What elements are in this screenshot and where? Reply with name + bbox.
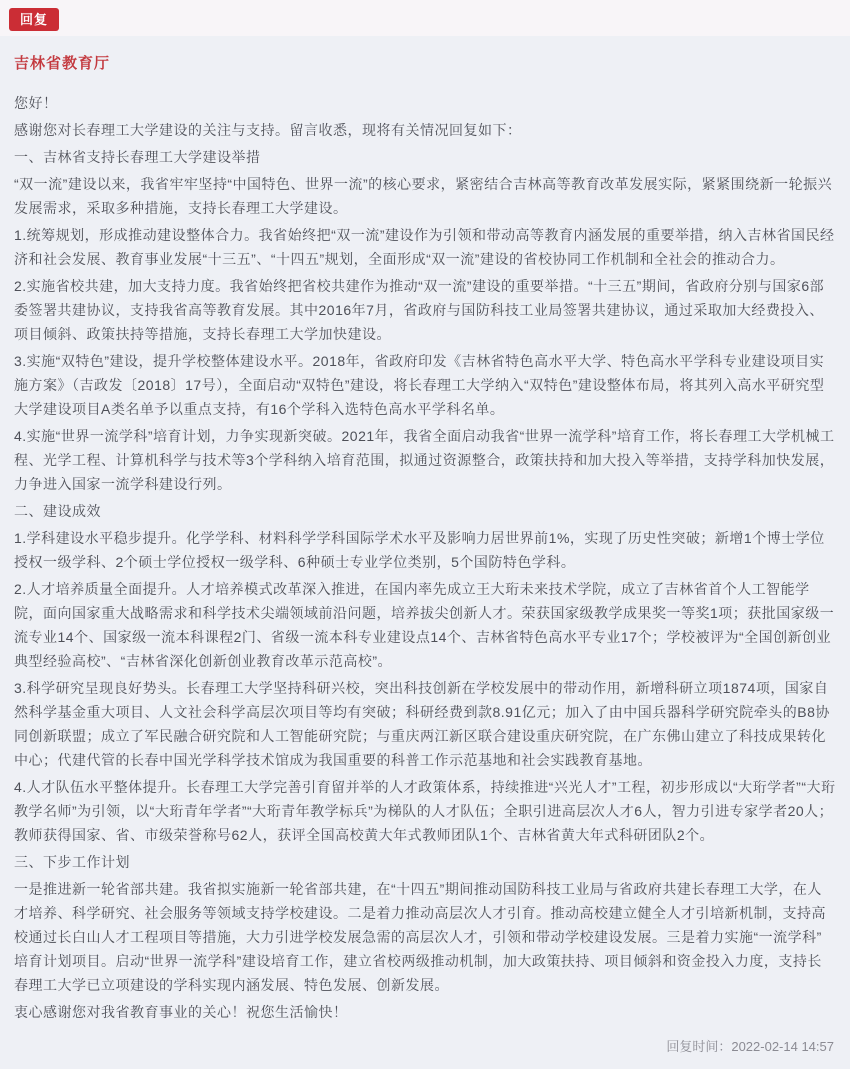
reply-footer	[14, 1036, 836, 1055]
reply-paragraph: 2.实施省校共建，加大支持力度。我省始终把省校共建作为推动“双一流”建设的重要举措。“十三五”期间，省政府分别与国家6部委签署共建协议，支持我省高等教育发展。其中2016年7月，省政府与国防科技工业局签署共建协议，通过采取加大经费投入、项目倾斜、政策扶持等措施，支持长春理工大学加快建设。	[14, 278, 825, 342]
reply-badge: 回复	[9, 8, 59, 31]
reply-paragraph: 2.人才培养质量全面提升。人才培养模式改革深入推进，在国内率先成立王大珩未来技术学院，成立了吉林省首个人工智能学院，面向国家重大战略需求和科学技术尖端领域前沿问题，培养拔尖创新人才。荣获国家级教学成果奖一等奖1项；获批国家级一流专业14个、国家级一流本科课程2门、省级一流本科专业建设点14个、吉林省特色高水平专业17个；学校被评为“全国创新创业典型经验高校”、“吉林省深化创新创业教育改革示范高校”。	[14, 581, 835, 669]
reply-paragraph: 3.科学研究呈现良好势头。长春理工大学坚持科研兴校，突出科技创新在学校发展中的带动作用，新增科研立项1874项，国家自然科学基金重大项目、人文社会科学高层次项目等均有突破；科研经费到款8.91亿元；加入了由中国兵器科学研究院牵头的B8协同创新联盟；成立了军民融合研究院和人工智能研究院；与重庆两江新区联合建设重庆研究院，在广东佛山建立了科技成果转化中心；代建代管的长春中国光学科学技术馆成为我国重要的科普工作示范基地和社会实践教育基地。	[14, 680, 830, 768]
reply-paragraph: “双一流”建设以来，我省牢牢坚持“中国特色、世界一流”的核心要求，紧密结合吉林高等教育改革发展实际，紧紧围绕新一轮振兴发展需求，采取多种措施，支持长春理工大学建设。	[14, 176, 833, 216]
reply-paragraph: 4.实施“世界一流学科”培育计划，力争实现新突破。2021年，我省全面启动我省“世界一流学科”培育工作，将长春理工大学机械工程、光学工程、计算机科学与技术等3个学科纳入培育范围，拟通过资源整合，政策扶持和加大投入等举措，支持学科加快发展，力争进入国家一流学科建设行列。	[14, 428, 835, 492]
reply-time-label: 回复时间：	[666, 1039, 732, 1054]
reply-panel	[0, 36, 850, 1069]
reply-paragraph: 一、吉林省支持长春理工大学建设举措	[14, 149, 261, 165]
reply-paragraph: 衷心感谢您对我省教育事业的关心！祝您生活愉快！	[14, 1004, 348, 1020]
reply-paragraph: 三、下步工作计划	[14, 854, 130, 870]
reply-paragraph: 一是推进新一轮省部共建。我省拟实施新一轮省部共建，在“十四五”期间推动国防科技工业局与省政府共建长春理工大学，在人才培养、科学研究、社会服务等领域支持学校建设。二是着力推动高层次人才引育。推动高校建立健全人才引培新机制，支持高校通过长白山人才工程项目等措施，大力引进学校发展急需的高层次人才，引领和带动学校建设发展。三是着力实施“一流学科”培育计划项目。启动“世界一流学科”建设培育工作，建立省校两级推动机制，加大政策扶持、项目倾斜和资金投入力度，支持长春理工大学已立项建设的学科实现内涵发展、特色发展、创新发展。	[14, 881, 826, 993]
reply-paragraph: 您好！	[14, 95, 58, 111]
department-title: 吉林省教育厅	[14, 55, 111, 72]
reply-paragraph: 3.实施“双特色”建设，提升学校整体建设水平。2018年，省政府印发《吉林省特色高水平大学、特色高水平学科专业建设项目实施方案》（吉政发〔2018〕17号），全面启动“双特色”建设，将长春理工大学纳入“双特色”建设整体布局，将其列入高水平研究型大学建设项目A类名单予以重点支持，有16个学科入选特色高水平学科名单。	[14, 353, 825, 417]
reply-paragraph: 1.统筹规划，形成推动建设整体合力。我省始终把“双一流”建设作为引领和带动高等教育内涵发展的重要举措，纳入吉林省国民经济和社会发展、教育事业发展“十三五”、“十四五”规划，全面形成“双一流”建设的省校协同工作机制和全社会的推动合力。	[14, 227, 835, 267]
reply-paragraph: 4.人才队伍水平整体提升。长春理工大学完善引育留并举的人才政策体系，持续推进“兴光人才”工程，初步形成以“大珩学者”“大珩教学名师”为引领，以“大珩青年学者”“大珩青年教学标兵”为梯队的人才队伍；全职引进高层次人才6人，智力引进专家学者20人；教师获得国家、省、市级荣誉称号62人，获评全国高校黄大年式教师团队1个、吉林省黄大年式科研团队2个。	[14, 779, 836, 843]
reply-time-value: 2022-02-14 14:57	[731, 1039, 834, 1054]
reply-paragraph: 感谢您对长春理工大学建设的关注与支持。留言收悉，现将有关情况回复如下：	[14, 122, 522, 138]
reply-body	[14, 91, 836, 1024]
badge-row	[0, 0, 850, 36]
reply-paragraph: 二、建设成效	[14, 503, 101, 519]
reply-paragraph: 1.学科建设水平稳步提升。化学学科、材料科学学科国际学术水平及影响力居世界前1%，实现了历史性突破；新增1个博士学位授权一级学科、2个硕士学位授权一级学科、6种硕士专业学位类别，5个国防特色学科。	[14, 530, 825, 570]
